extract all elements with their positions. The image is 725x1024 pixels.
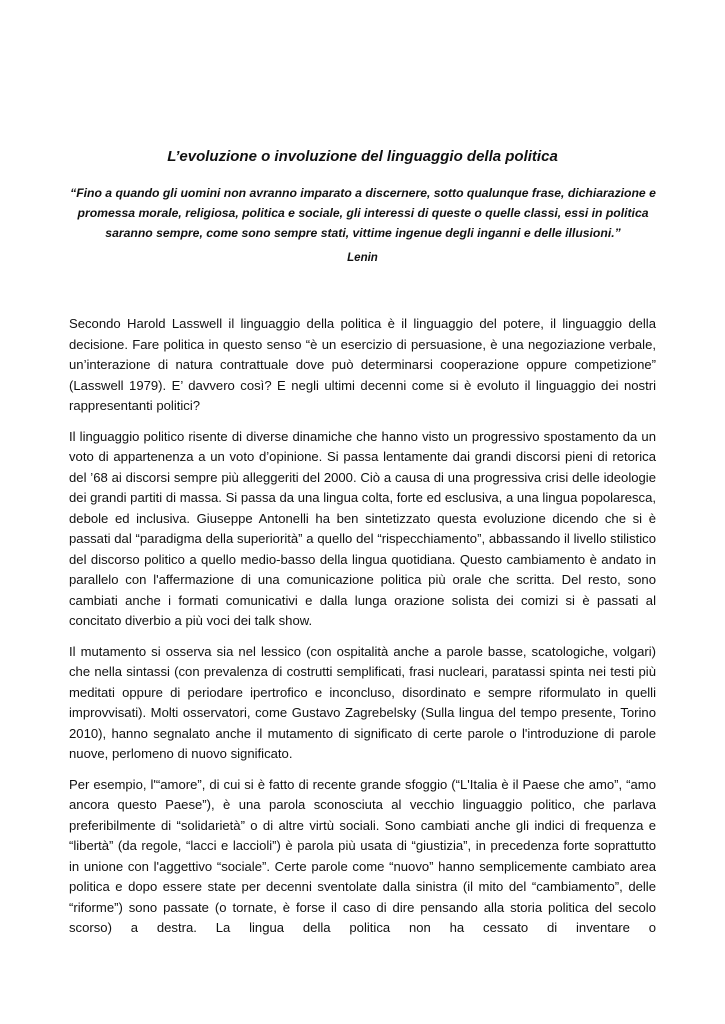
document-body: [69, 314, 656, 949]
body-paragraph-1: Secondo Harold Lasswell il linguaggio della politica è il linguaggio del potere, il linguaggio della decisione. Fare politica in questo senso “è un esercizio di persuasione, è una negoziazione verbale, un’interazione di natura contrattuale dove può determinarsi cooperazione oppure competizione” (Lasswell 1979). E’ davvero così? E negli ultimi decenni come si è evoluto il linguaggio dei nostri rappresentanti politici?: [69, 316, 656, 413]
body-paragraph-4: Per esempio, l'“amore”, di cui si è fatto di recente grande sfoggio (“L'Italia è il Paese che amo”, “amo ancora questo Paese”), è una parola sconosciuta al vecchio linguaggio politico, che parlava preferibilmente di “solidarietà” o di altre virtù sociali. Sono cambiati anche gli indici di frequenza e “libertà” (da regole, “lacci e laccioli”) è parola più usata di “giustizia”, in precedenza forte soprattutto in unione con l'aggettivo “sociale”. Certe parole come “nuovo” hanno semplicemente cambiato area politica e dopo essere state per decenni sventolate dalla sinistra (il mito del “cambiamento”, delle “riforme”) sono passate (o tornate, è forse il caso di dire pensando alla storia politica del secolo scorso) a destra. La lingua della politica non ha cessato di inventare o: [69, 776, 656, 935]
document-title: L’evoluzione o involuzione del linguaggio della politica: [167, 148, 558, 165]
epigraph-author: Lenin: [347, 252, 378, 264]
epigraph-quote: “Fino a quando gli uomini non avranno imparato a discernere, sotto qualunque frase, dichiarazione e promessa morale, religiosa, politica e sociale, gli interessi di queste o quelle classi, essi in politica saranno sempre, come sono sempre stati, vittime ingenue degli inganni e delle illusioni.”: [70, 186, 656, 240]
body-paragraph-3: Il mutamento si osserva sia nel lessico (con ospitalità anche a parole basse, scatologiche, volgari) che nella sintassi (con prevalenza di costrutti semplificati, frasi nucleari, paratassi spinta nei testi più meditati oppure di periodare ipertrofico e inconcluso, disordinato e sempre riformulato in quelli improvvisati). Molti osservatori, come Gustavo Zagrebelsky (Sulla lingua del tempo presente, Torino 2010), hanno segnalato anche il mutamento di significato di certe parole o l'introduzione di parole nuove, perlomeno di nuovo significato.: [69, 643, 656, 761]
body-paragraph-2: Il linguaggio politico risente di diverse dinamiche che hanno visto un progressivo spostamento da un voto di appartenenza a un voto d’opinione. Si passa lentamente dai grandi discorsi pieni di retorica del ’68 ai discorsi sempre più alleggeriti del 2000. Ciò a causa di una progressiva crisi delle ideologie dei grandi partiti di massa. Si passa da una lingua colta, forte ed esclusiva, a una lingua popolaresca, debole ed inclusiva. Giuseppe Antonelli ha ben sintetizzato questa evoluzione dicendo che si è passati dal “paradigma della superiorità” a quello del “rispecchiamento”, abbassando il livello stilistico del discorso politico a quello medio-basso della lingua quotidiana. Questo cambiamento è andato in parallelo con l'affermazione di una comunicazione politica più orale che scritta. Del resto, sono cambiati anche i formati comunicativi e dalla lunga orazione solista dei comizi si è passati al concitato diverbio a più voci dei talk show.: [69, 428, 656, 628]
